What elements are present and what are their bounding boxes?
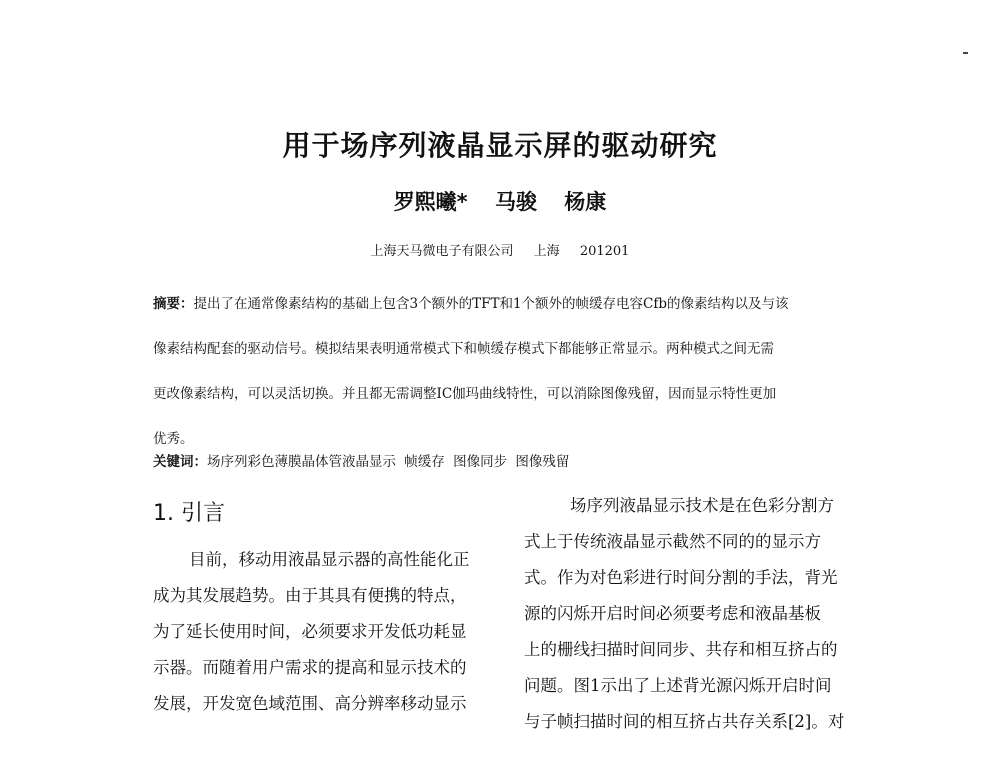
abstract-label: 摘要：: [153, 296, 194, 312]
body-line: 目前，移动用液晶显示器的高性能化正: [189, 550, 470, 569]
keyword: 图像残留: [515, 454, 570, 470]
body-line: 为了延长使用时间，必须要求开发低功耗显: [153, 622, 467, 641]
body-line: 式。作为对色彩进行时间分割的手法，背光: [524, 568, 838, 587]
body-line: 问题。图1示出了上述背光源闪烁开启时间: [524, 676, 832, 695]
author-name: 罗熙曦*: [393, 190, 468, 214]
author-list: [0, 186, 1000, 216]
body-line: 上的栅线扫描时间同步、共存和相互挤占的: [524, 640, 838, 659]
section-heading: 1. 引言: [153, 501, 225, 526]
keywords: [153, 450, 865, 470]
keyword: 图像同步: [453, 454, 508, 470]
body-line: 成为其发展趋势。由于其具有便携的特点，: [153, 586, 467, 605]
affiliation-org: 上海天马微电子有限公司: [370, 244, 514, 259]
abstract: [153, 282, 865, 462]
body-line: 源的闪烁开启时间必须要考虑和液晶基板: [524, 604, 821, 623]
affiliation-postcode: 201201: [579, 244, 630, 259]
keyword: 场序列彩色薄膜晶体管液晶显示: [207, 454, 396, 470]
scan-speck: [963, 52, 968, 54]
abstract-line: 更改像素结构，可以灵活切换。并且都无需调整IC伽玛曲线特性，可以消除图像残留，因而显示特性更加: [153, 386, 777, 402]
body-line: 与子帧扫描时间的相互挤占共存关系[2]。对: [524, 712, 845, 731]
author-name: 杨康: [564, 190, 607, 214]
body-column-right: [524, 488, 869, 740]
abstract-line: [153, 282, 865, 327]
abstract-line: 优秀。: [153, 431, 194, 447]
keyword: 帧缓存: [404, 454, 445, 470]
body-line: 场序列液晶显示技术是在色彩分割方: [570, 496, 834, 515]
affiliation: [0, 240, 1000, 259]
body-line: 式上于传统液晶显示截然不同的的显示方: [524, 532, 821, 551]
body-line: 示器。而随着用户需求的提高和显示技术的: [153, 658, 467, 677]
author-name: 马骏: [494, 190, 537, 214]
affiliation-city: 上海: [533, 244, 560, 259]
body-line: 发展，开发宽色域范围、高分辨率移动显示: [153, 694, 467, 713]
abstract-line: 像素结构配套的驱动信号。模拟结果表明通常模式下和帧缓存模式下都能够正常显示。两种模式之间无需: [153, 341, 774, 357]
paper-title: 用于场序列液晶显示屏的驱动研究: [282, 129, 718, 162]
keywords-label: 关键词：: [153, 454, 207, 470]
body-column-left: [153, 542, 498, 722]
abstract-text: 提出了在通常像素结构的基础上包含3个额外的TFT和1个额外的帧缓存电容Cfb的像素结构以及与该: [193, 296, 789, 312]
